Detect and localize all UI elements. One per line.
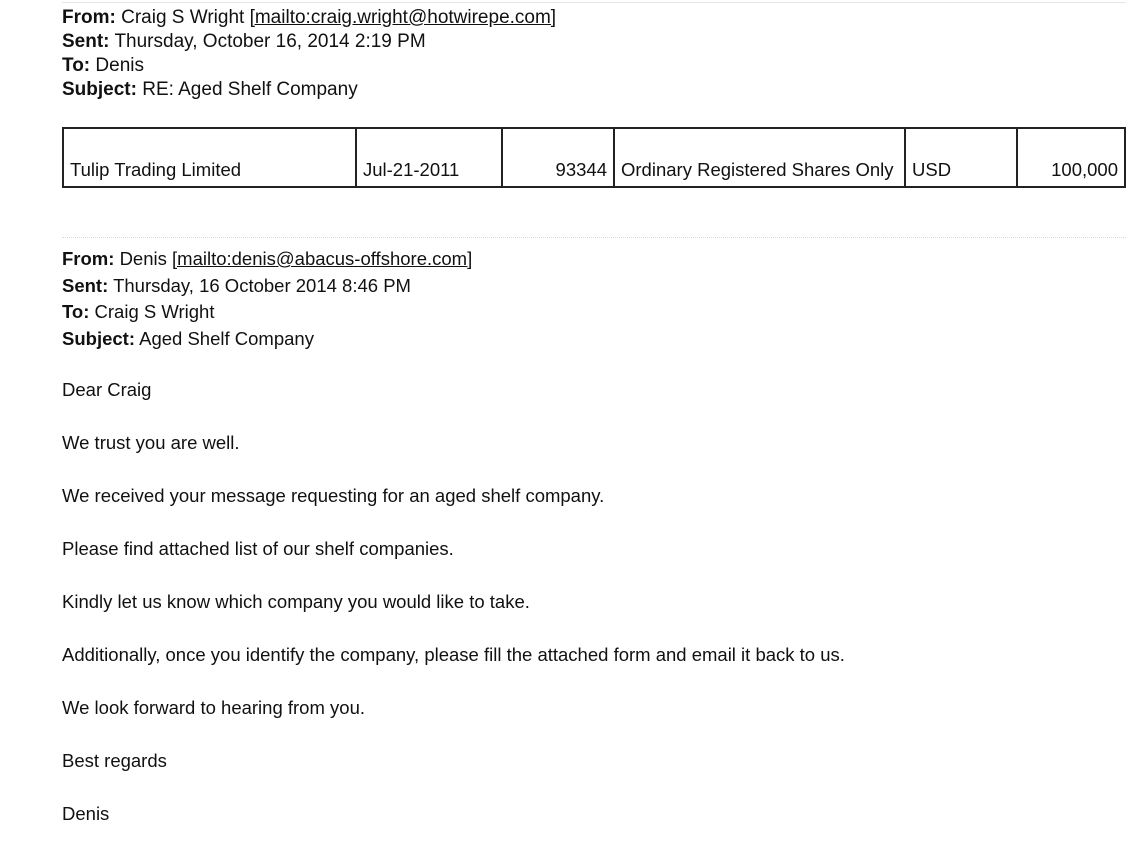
message-divider [62, 237, 1126, 238]
body-paragraph: We received your message requesting for an aged shelf company. [62, 485, 605, 506]
closing: Best regards [62, 750, 167, 771]
email-header-original [62, 246, 472, 352]
subject-value: Aged Shelf Company [139, 327, 314, 349]
shelf-company-table [62, 127, 1126, 188]
share-capital-cell: 100,000 [1017, 128, 1125, 187]
greeting: Dear Craig [62, 379, 152, 400]
body-paragraph: We trust you are well. [62, 432, 240, 453]
to-line [62, 54, 556, 78]
from-name: Denis [119, 248, 167, 269]
from-email-link[interactable]: [mailto:denis@abacus-offshore.com] [172, 248, 473, 269]
subject-label: Subject: [62, 79, 137, 100]
sent-label: Sent: [62, 274, 109, 296]
sent-value: Thursday, October 16, 2014 2:19 PM [114, 31, 426, 52]
subject-line [62, 326, 472, 353]
sent-line [62, 30, 556, 54]
to-label: To: [62, 55, 91, 76]
sent-value: Thursday, 16 October 2014 8:46 PM [113, 274, 411, 296]
from-label: From: [62, 7, 116, 28]
sent-line [62, 273, 472, 300]
subject-label: Subject: [62, 327, 135, 349]
subject-value: RE: Aged Shelf Company [142, 79, 358, 100]
from-name: Craig S Wright [121, 7, 245, 28]
to-value: Denis [95, 55, 144, 76]
from-email-link[interactable]: [mailto:craig.wright@hotwirepe.com] [249, 7, 557, 28]
from-line [62, 6, 556, 30]
from-label: From: [62, 248, 115, 269]
subject-line [62, 78, 556, 102]
body-paragraph: We look forward to hearing from you. [62, 697, 365, 718]
company-name-cell: Tulip Trading Limited [63, 128, 356, 187]
email-body [62, 377, 845, 854]
signature: Denis [62, 803, 110, 824]
to-label: To: [62, 301, 90, 322]
body-paragraph: Kindly let us know which company you would like to take. [62, 591, 530, 612]
from-line [62, 246, 472, 273]
company-number-cell: 93344 [502, 128, 614, 187]
to-line [62, 299, 472, 326]
currency-cell: USD [905, 128, 1017, 187]
incorporation-date-cell: Jul-21-2011 [356, 128, 502, 187]
sent-label: Sent: [62, 31, 110, 52]
body-paragraph: Please find attached list of our shelf companies. [62, 538, 454, 559]
table-row [63, 128, 1125, 187]
email-header-reply [62, 6, 556, 102]
share-type-cell: Ordinary Registered Shares Only [614, 128, 905, 187]
to-value: Craig S Wright [94, 301, 215, 322]
top-divider [62, 2, 1126, 3]
body-paragraph: Additionally, once you identify the company, please fill the attached form and email it back to us. [62, 644, 845, 665]
